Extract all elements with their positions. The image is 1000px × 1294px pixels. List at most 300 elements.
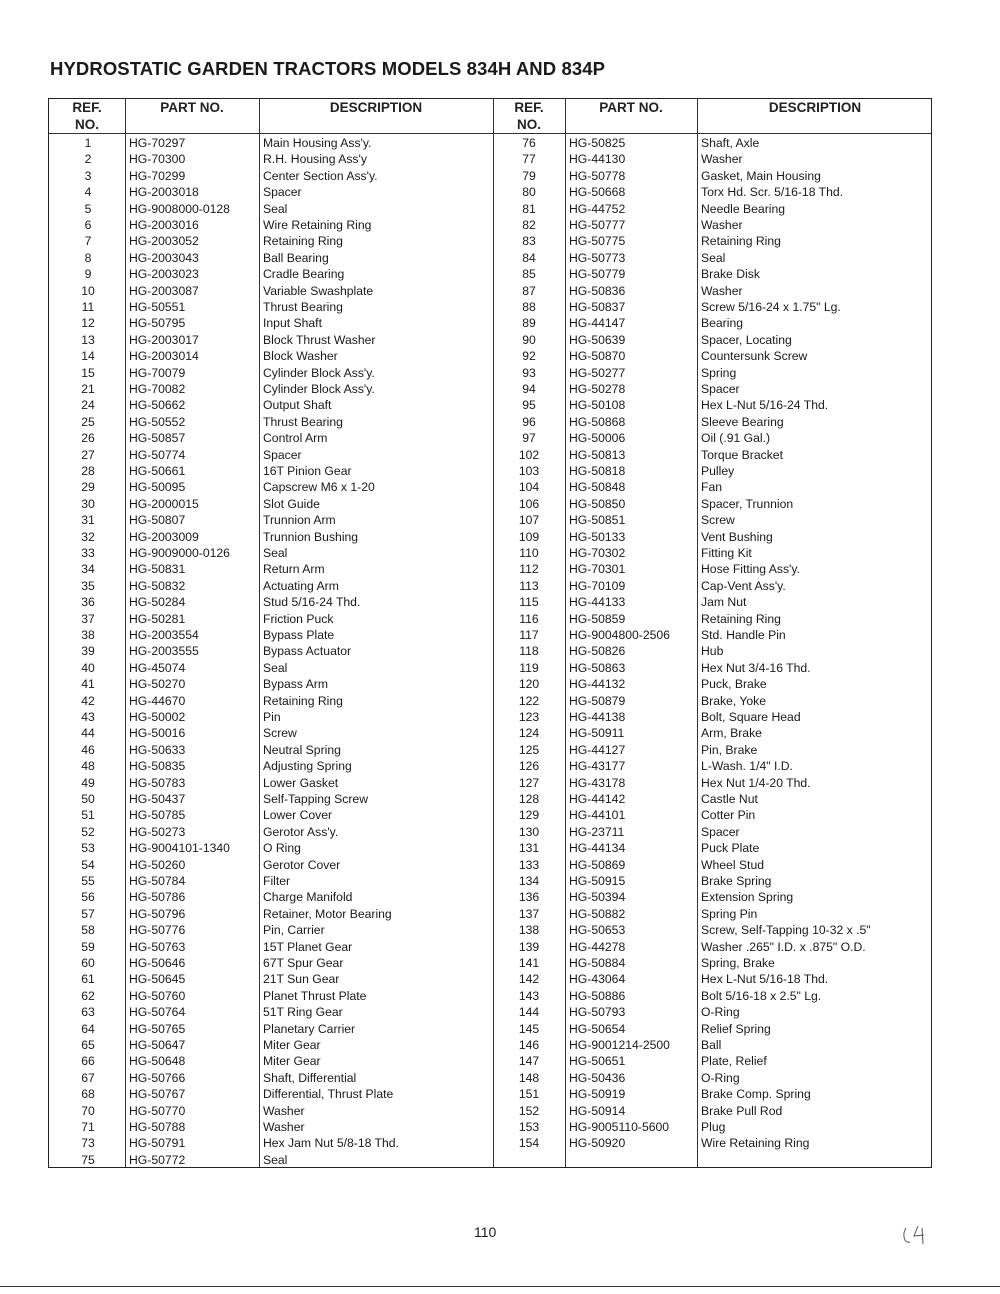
part-description: Washer (701, 152, 743, 167)
part-number: HG-50765 (129, 1021, 186, 1036)
part-description: Spacer (701, 824, 740, 839)
part-description: Neutral Spring (263, 742, 341, 757)
part-description: Plate, Relief (701, 1054, 767, 1069)
part-number: HG-50002 (129, 710, 186, 724)
part-number: HG-50879 (569, 693, 626, 708)
ref-number: 9 (84, 267, 92, 282)
ref-number: 116 (519, 611, 539, 626)
part-number: HG-50284 (129, 595, 186, 610)
ref-number: 147 (518, 1054, 540, 1069)
part-description: Puck, Brake (701, 677, 767, 692)
table-row (49, 135, 931, 151)
part-description: Cradle Bearing (263, 267, 345, 282)
table-row (49, 545, 931, 561)
ref-number: 59 (81, 939, 95, 954)
part-description: Wheel Stud (701, 857, 765, 872)
table-row (49, 1021, 931, 1037)
part-description: Lower Gasket (263, 775, 339, 790)
part-number: HG-44147 (569, 316, 626, 331)
part-number: HG-50919 (569, 1087, 626, 1102)
part-number: HG-2003017 (129, 332, 199, 347)
part-number: HG-50270 (129, 677, 186, 692)
part-description: Input Shaft (263, 316, 322, 331)
part-number: HG-50552 (129, 414, 186, 429)
table-row (49, 414, 931, 430)
part-number: HG-70301 (569, 562, 626, 577)
part-number: HG-50281 (129, 611, 186, 626)
table-row (49, 430, 931, 446)
part-description: Capscrew M6 x 1-20 (263, 480, 375, 495)
ref-number: 125 (518, 742, 540, 757)
part-number: HG-70302 (569, 546, 626, 560)
part-number: HG-50760 (129, 988, 186, 1003)
part-description: Seal (263, 546, 288, 560)
ref-number: 90 (522, 332, 536, 347)
ref-number: 103 (518, 464, 540, 478)
part-number: HG-23711 (569, 824, 625, 839)
part-description: O Ring (263, 841, 301, 856)
ref-number: 107 (518, 513, 540, 528)
part-number: HG-50006 (569, 431, 626, 446)
part-description: Retaining Ring (263, 234, 343, 249)
header-divider (49, 133, 931, 134)
part-number: HG-50770 (129, 1103, 186, 1118)
ref-number: 10 (81, 283, 95, 298)
table-row (49, 1086, 931, 1102)
part-number: HG-50915 (569, 874, 626, 888)
part-description: Screw (701, 513, 735, 528)
header-desc-left: DESCRIPTION (329, 100, 423, 115)
table-row (49, 775, 931, 791)
part-number: HG-50786 (129, 890, 186, 905)
part-number: HG-50645 (129, 972, 186, 987)
part-description: Hose Fitting Ass'y. (701, 562, 800, 577)
ref-number: 110 (519, 546, 539, 560)
part-description: Pin (263, 710, 281, 724)
part-description: Actuating Arm (263, 578, 339, 593)
table-row (49, 397, 931, 413)
ref-number: 26 (81, 431, 95, 446)
ref-number: 25 (81, 414, 95, 429)
ref-number: 11 (81, 300, 95, 314)
ref-number: 73 (81, 1136, 95, 1151)
ref-number: 84 (522, 250, 536, 265)
part-description: Brake Comp. Spring (701, 1087, 811, 1102)
ref-number: 154 (518, 1136, 540, 1151)
part-number: HG-50911 (569, 726, 625, 741)
table-row (49, 578, 931, 594)
ref-number: 117 (519, 628, 539, 642)
part-description: Sleeve Bearing (701, 414, 784, 429)
part-description: Planetary Carrier (263, 1021, 356, 1036)
part-description: Countersunk Screw (701, 349, 808, 364)
part-number: HG-44278 (569, 939, 626, 954)
part-description: Variable Swashplate (263, 283, 374, 298)
ref-number: 113 (519, 578, 539, 593)
part-number: HG-50764 (129, 1005, 186, 1020)
ref-number: 80 (522, 185, 536, 200)
ref-number: 15 (81, 365, 95, 380)
ref-number: 63 (81, 1005, 95, 1020)
part-description: Hex L-Nut 5/16-18 Thd. (701, 972, 829, 987)
table-row (49, 529, 931, 545)
table-row (49, 807, 931, 823)
ref-number: 138 (518, 923, 540, 938)
part-description: Main Housing Ass'y. (263, 136, 372, 150)
ref-number: 29 (81, 480, 95, 495)
part-number: HG-50776 (129, 923, 186, 938)
ref-number: 66 (81, 1054, 95, 1069)
table-row (49, 1004, 931, 1020)
ref-number: 3 (84, 168, 92, 183)
part-number: HG-44133 (569, 595, 626, 610)
part-number: HG-50818 (569, 464, 626, 478)
header-no-label: NO. (74, 117, 99, 132)
table-row (49, 889, 931, 905)
table-row (49, 168, 931, 184)
part-description: Screw (263, 726, 297, 741)
part-description: Shaft, Differential (263, 1070, 357, 1085)
part-description: Thrust Bearing (263, 414, 343, 429)
part-number: HG-50647 (129, 1038, 186, 1052)
part-description: 16T Pinion Gear (263, 464, 352, 478)
part-number: HG-50793 (569, 1005, 626, 1020)
part-description: Spacer (263, 185, 302, 200)
ref-number: 82 (522, 218, 536, 232)
table-row (49, 1037, 931, 1053)
ref-number: 5 (84, 201, 92, 216)
ref-number: 4 (84, 185, 92, 200)
part-description: Stud 5/16-24 Thd. (263, 595, 361, 610)
part-number: HG-50778 (569, 168, 626, 183)
part-number: HG-50796 (129, 906, 186, 921)
ref-number: 65 (81, 1038, 95, 1052)
ref-number: 12 (81, 316, 95, 331)
part-description: Wire Retaining Ring (701, 1136, 810, 1151)
part-number: HG-50633 (129, 742, 186, 757)
ref-number: 42 (81, 693, 95, 708)
part-number: HG-70297 (129, 136, 186, 150)
part-description: 21T Sun Gear (263, 972, 340, 987)
ref-number: 81 (522, 201, 536, 216)
part-description: Hex Nut 1/4-20 Thd. (701, 775, 811, 790)
part-description: Extension Spring (701, 890, 794, 905)
ref-number: 120 (518, 677, 540, 692)
part-description: Differential, Thrust Plate (263, 1087, 394, 1102)
ref-number: 97 (522, 431, 536, 446)
part-description: Torque Bracket (701, 447, 783, 462)
part-number: HG-9008000-0128 (129, 201, 230, 216)
ref-number: 61 (81, 972, 95, 987)
table-row (49, 233, 931, 249)
table-row (49, 676, 931, 692)
table-row (49, 594, 931, 610)
part-description: Spring Pin (701, 906, 758, 921)
ref-number: 130 (518, 824, 540, 839)
table-row (49, 643, 931, 659)
ref-number: 85 (522, 267, 536, 282)
ref-number: 41 (81, 677, 95, 692)
part-number: HG-50016 (129, 726, 186, 741)
ref-number: 7 (84, 234, 92, 249)
part-number: HG-50788 (129, 1120, 186, 1134)
part-number: HG-9004101-1340 (129, 841, 230, 856)
ref-number: 57 (81, 906, 95, 921)
ref-number: 48 (81, 759, 95, 774)
ref-number: 123 (518, 710, 540, 724)
part-description: Spring, Brake (701, 956, 775, 970)
part-description: Arm, Brake (701, 726, 762, 741)
ref-number: 141 (518, 956, 540, 970)
ref-number: 122 (518, 693, 540, 708)
part-number: HG-50835 (129, 759, 186, 774)
part-description: Spacer (263, 447, 302, 462)
ref-number: 43 (81, 710, 95, 724)
part-description: Adjusting Spring (263, 759, 352, 774)
table-row (49, 955, 931, 971)
part-description: Charge Manifold (263, 890, 353, 905)
ref-number: 146 (518, 1038, 540, 1052)
ref-number: 119 (519, 660, 539, 675)
part-number: HG-50646 (129, 956, 186, 970)
ref-number: 56 (81, 890, 95, 905)
ref-number: 24 (81, 398, 95, 413)
part-description: Wire Retaining Ring (263, 218, 372, 232)
part-description: Washer (263, 1103, 305, 1118)
part-number: HG-50813 (569, 447, 626, 462)
part-number: HG-2003014 (129, 349, 199, 364)
part-number: HG-50826 (569, 644, 626, 659)
header-ref-label: REF. (72, 100, 102, 115)
part-description: Gerotor Ass'y. (263, 824, 339, 839)
part-number: HG-50850 (569, 496, 626, 511)
part-number: HG-50436 (569, 1070, 626, 1085)
ref-number: 124 (518, 726, 540, 741)
ref-number: 40 (81, 660, 95, 675)
part-description: Retaining Ring (701, 234, 781, 249)
ref-number: 77 (522, 152, 536, 167)
part-number: HG-50831 (129, 562, 186, 577)
part-description: Washer (701, 218, 743, 232)
part-description: Spring (701, 365, 737, 380)
ref-number: 28 (81, 464, 95, 478)
table-row (49, 873, 931, 889)
part-number: HG-50868 (569, 414, 626, 429)
part-description: Spacer, Locating (701, 332, 792, 347)
part-number: HG-50851 (569, 513, 626, 528)
bottom-rule (0, 1286, 1000, 1287)
part-number: HG-50767 (129, 1087, 186, 1102)
table-row (49, 348, 931, 364)
part-description: Ball Bearing (263, 250, 329, 265)
ref-number: 14 (81, 349, 95, 364)
part-description: Jam Nut (701, 595, 747, 610)
part-description: L-Wash. 1/4" I.D. (701, 759, 793, 774)
part-description: Cylinder Block Ass'y. (263, 382, 375, 396)
ref-number: 8 (84, 250, 92, 265)
part-number: HG-44127 (569, 742, 626, 757)
part-number: HG-50791 (129, 1136, 186, 1151)
table-row (49, 447, 931, 463)
part-number: HG-2003043 (129, 250, 199, 265)
table-row (49, 758, 931, 774)
part-description: Plug (701, 1120, 726, 1134)
part-number: HG-50777 (569, 218, 626, 232)
ref-number: 134 (518, 874, 540, 888)
table-row (49, 840, 931, 856)
part-description: Brake Pull Rod (701, 1103, 783, 1118)
part-description: Bolt 5/16-18 x 2.5" Lg. (701, 988, 822, 1003)
part-number: HG-50869 (569, 857, 626, 872)
part-number: HG-50773 (569, 250, 626, 265)
part-number: HG-44138 (569, 710, 626, 724)
ref-number: 152 (518, 1103, 540, 1118)
ref-number: 33 (81, 546, 95, 560)
part-number: HG-50668 (569, 185, 626, 200)
ref-number: 44 (81, 726, 95, 741)
part-description: 15T Planet Gear (263, 939, 353, 954)
part-description: Slot Guide (263, 496, 320, 511)
part-description: Trunnion Bushing (263, 529, 359, 544)
part-number: HG-50551 (129, 300, 186, 314)
part-description: Friction Puck (263, 611, 334, 626)
ref-number: 148 (518, 1070, 540, 1085)
part-number: HG-50884 (569, 956, 626, 970)
part-number: HG-50278 (569, 382, 626, 396)
part-description: Lower Cover (263, 808, 333, 823)
table-row (49, 151, 931, 167)
part-number: HG-50639 (569, 332, 626, 347)
handwritten-mark (900, 1222, 940, 1248)
header-part-right: PART NO. (599, 100, 663, 115)
table-row (49, 709, 931, 725)
part-description: O-Ring (701, 1005, 740, 1020)
part-number: HG-50277 (569, 365, 626, 380)
part-number: HG-43177 (569, 759, 626, 774)
part-description: 67T Spur Gear (263, 956, 344, 970)
ref-number: 53 (81, 841, 95, 856)
part-description: Seal (701, 250, 726, 265)
table-row (49, 988, 931, 1004)
header-ref-right (493, 99, 565, 133)
header-part-left: PART NO. (160, 100, 224, 115)
ref-number: 92 (522, 349, 536, 364)
part-number: HG-50863 (569, 660, 626, 675)
part-description: Castle Nut (701, 792, 758, 806)
ref-number: 95 (522, 398, 536, 413)
ref-number: 153 (518, 1120, 540, 1134)
part-number: HG-50795 (129, 316, 186, 331)
ref-number: 6 (84, 218, 92, 232)
ref-number: 126 (518, 759, 540, 774)
part-description: R.H. Housing Ass'y (263, 152, 367, 167)
ref-number: 21 (81, 382, 95, 396)
ref-number: 2 (84, 152, 92, 167)
ref-number: 62 (81, 988, 95, 1003)
part-number: HG-50108 (569, 398, 626, 413)
table-row (49, 561, 931, 577)
part-description: Pulley (701, 464, 735, 478)
ref-number: 137 (518, 906, 540, 921)
table-row (49, 1070, 931, 1086)
ref-number: 39 (81, 644, 95, 659)
part-number: HG-9004800-2506 (569, 628, 670, 642)
ref-number: 145 (518, 1021, 540, 1036)
part-description: Miter Gear (263, 1038, 321, 1052)
part-description: Thrust Bearing (263, 300, 343, 314)
part-description: Spacer (701, 382, 740, 396)
ref-number: 13 (81, 332, 95, 347)
part-description: Oil (.91 Gal.) (701, 431, 771, 446)
part-number: HG-2003018 (129, 185, 199, 200)
part-description: Cylinder Block Ass'y. (263, 365, 375, 380)
ref-number: 83 (522, 234, 536, 249)
ref-number: 67 (81, 1070, 95, 1085)
part-number: HG-44670 (129, 693, 186, 708)
part-number: HG-50775 (569, 234, 626, 249)
part-description: Washer (701, 283, 743, 298)
table-row (49, 217, 931, 233)
part-description: Spacer, Trunnion (701, 496, 794, 511)
part-number: HG-50763 (129, 939, 186, 954)
part-number: HG-50651 (569, 1054, 626, 1069)
ref-number: 118 (519, 644, 539, 659)
header-ref-left (49, 99, 125, 133)
ref-number: 64 (81, 1021, 95, 1036)
ref-number: 31 (81, 513, 95, 528)
part-description: Shaft, Axle (701, 136, 760, 150)
table-row (49, 922, 931, 938)
part-description: Output Shaft (263, 398, 332, 413)
part-description: Seal (263, 1152, 288, 1167)
part-number: HG-50837 (569, 300, 626, 314)
part-description: Retaining Ring (263, 693, 343, 708)
part-number: HG-70082 (129, 382, 186, 396)
header-desc-right: DESCRIPTION (768, 100, 862, 115)
part-number: HG-9005110-5600 (569, 1120, 670, 1134)
table-row (49, 971, 931, 987)
part-number: HG-50832 (129, 578, 186, 593)
part-description: Bolt, Square Head (701, 710, 801, 724)
ref-number: 143 (518, 988, 540, 1003)
table-row (49, 496, 931, 512)
ref-number: 58 (81, 923, 95, 938)
ref-number: 128 (518, 792, 540, 806)
ref-number: 79 (522, 168, 536, 183)
part-number: HG-70300 (129, 152, 186, 167)
ref-number: 88 (522, 300, 536, 314)
part-number: HG-45074 (129, 660, 186, 675)
table-row (49, 1119, 931, 1135)
ref-number: 106 (518, 496, 540, 511)
ref-number: 127 (518, 775, 540, 790)
header-no-label: NO. (516, 117, 541, 132)
table-row (49, 266, 931, 282)
ref-number: 32 (81, 529, 95, 544)
part-description: Trunnion Arm (263, 513, 336, 528)
part-number: HG-2003052 (129, 234, 199, 249)
part-description: Cotter Pin (701, 808, 756, 823)
ref-number: 27 (81, 447, 95, 462)
part-number: HG-44752 (569, 201, 626, 216)
part-number: HG-50766 (129, 1070, 186, 1085)
part-description: 51T Ring Gear (263, 1005, 343, 1020)
ref-number: 35 (81, 578, 95, 593)
part-number: HG-50662 (129, 398, 186, 413)
part-description: Hex Jam Nut 5/8-18 Thd. (263, 1136, 399, 1151)
part-description: Fitting Kit (701, 546, 752, 560)
part-description: Retaining Ring (701, 611, 781, 626)
